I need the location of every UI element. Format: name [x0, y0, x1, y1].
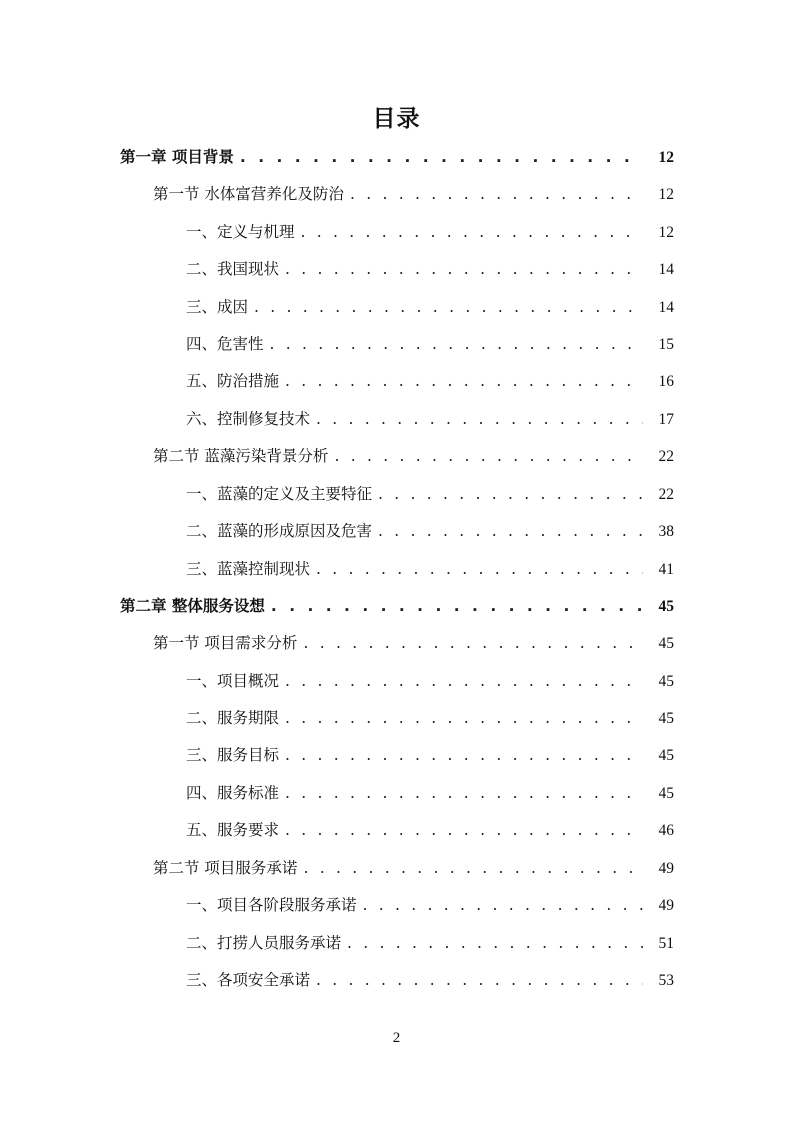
toc-entry-page: 53 — [658, 972, 674, 989]
toc-entry-label: 第二章 整体服务设想 — [120, 597, 265, 615]
toc-entry-chapter[interactable] — [120, 591, 674, 621]
toc-entry-page: 22 — [658, 486, 674, 503]
toc-entry-label: 四、服务标准 — [186, 784, 280, 802]
toc-entry-label: 第二节 蓝藻污染背景分析 — [153, 447, 329, 465]
toc-entry-section[interactable] — [153, 853, 674, 883]
toc-entry-label: 五、防治措施 — [186, 372, 280, 390]
toc-entry-item[interactable] — [186, 404, 674, 434]
toc-entry-page: 45 — [658, 747, 674, 764]
toc-entry-label: 六、控制修复技术 — [186, 410, 311, 428]
toc-entry-item[interactable] — [186, 740, 674, 770]
toc-entry-page: 45 — [658, 710, 674, 727]
toc-entry-label: 第一节 项目需求分析 — [153, 634, 298, 652]
toc-entry-section[interactable] — [153, 441, 674, 471]
toc-entry-label: 四、危害性 — [186, 335, 264, 353]
dot-leader — [285, 366, 643, 396]
toc-entry-item[interactable] — [186, 329, 674, 359]
toc-entry-item[interactable] — [186, 254, 674, 284]
dot-leader — [334, 441, 643, 471]
dot-leader — [240, 142, 643, 172]
dot-leader — [285, 254, 643, 284]
toc-entry-item[interactable] — [186, 479, 674, 509]
dot-leader — [285, 815, 643, 845]
toc-entry-page: 45 — [658, 673, 674, 690]
dot-leader — [350, 179, 643, 209]
toc-entry-item[interactable] — [186, 890, 674, 920]
toc-entry-page: 22 — [658, 448, 674, 465]
toc-entry-page: 17 — [658, 411, 674, 428]
dot-leader — [378, 479, 643, 509]
dot-leader — [285, 703, 643, 733]
toc-entry-label: 第一章 项目背景 — [120, 148, 234, 166]
toc-entry-label: 一、定义与机理 — [186, 223, 295, 241]
toc-entry-page: 41 — [658, 561, 674, 578]
toc-entry-label: 二、我国现状 — [186, 260, 280, 278]
toc-entry-page: 49 — [658, 860, 674, 877]
dot-leader — [285, 778, 643, 808]
toc-entry-label: 三、蓝藻控制现状 — [186, 560, 311, 578]
toc-entry-page: 38 — [658, 523, 674, 540]
toc-entry-page: 45 — [658, 598, 674, 615]
toc-entry-label: 三、服务目标 — [186, 746, 280, 764]
toc-entry-item[interactable] — [186, 965, 674, 995]
toc-entry-label: 二、蓝藻的形成原因及危害 — [186, 522, 373, 540]
dot-leader — [303, 628, 643, 658]
toc-entry-label: 一、项目概况 — [186, 672, 280, 690]
toc-entry-page: 12 — [658, 186, 674, 203]
toc-entry-label: 五、服务要求 — [186, 821, 280, 839]
dot-leader — [301, 217, 643, 247]
toc-entry-label: 二、打捞人员服务承诺 — [186, 934, 342, 952]
toc-entry-page: 46 — [658, 822, 674, 839]
dot-leader — [347, 928, 643, 958]
toc-entry-item[interactable] — [186, 516, 674, 546]
toc-title: 目录 — [372, 106, 421, 132]
toc-entry-label: 三、成因 — [186, 298, 249, 316]
toc-entry-item[interactable] — [186, 292, 674, 322]
toc-entry-section[interactable] — [153, 179, 674, 209]
dot-leader — [378, 516, 643, 546]
toc-entry-label: 一、蓝藻的定义及主要特征 — [186, 485, 373, 503]
dot-leader — [316, 965, 643, 995]
toc-entry-page: 51 — [658, 935, 674, 952]
toc-entry-item[interactable] — [186, 366, 674, 396]
toc-entry-item[interactable] — [186, 815, 674, 845]
dot-leader — [285, 666, 643, 696]
toc-entry-page: 49 — [658, 897, 674, 914]
dot-leader — [271, 591, 643, 621]
dot-leader — [316, 404, 643, 434]
toc-entry-label: 第一节 水体富营养化及防治 — [153, 185, 344, 203]
toc-entry-item[interactable] — [186, 217, 674, 247]
toc-entry-page: 12 — [658, 149, 674, 166]
toc-entry-page: 15 — [658, 336, 674, 353]
toc-entry-label: 第二节 项目服务承诺 — [153, 859, 298, 877]
dot-leader — [254, 292, 643, 322]
toc-entry-item[interactable] — [186, 554, 674, 584]
dot-leader — [303, 853, 643, 883]
toc-entry-item[interactable] — [186, 703, 674, 733]
toc-entry-page: 45 — [658, 785, 674, 802]
page-number: 2 — [392, 1030, 401, 1046]
toc-entry-item[interactable] — [186, 928, 674, 958]
toc-entry-page: 16 — [658, 373, 674, 390]
toc-entry-page: 14 — [658, 261, 674, 278]
dot-leader — [270, 329, 643, 359]
dot-leader — [363, 890, 643, 920]
toc-entry-item[interactable] — [186, 666, 674, 696]
toc-entry-label: 三、各项安全承诺 — [186, 971, 311, 989]
dot-leader — [285, 740, 643, 770]
toc-entry-section[interactable] — [153, 628, 674, 658]
toc-entry-page: 45 — [658, 635, 674, 652]
toc-entry-chapter[interactable] — [120, 142, 674, 172]
dot-leader — [316, 554, 643, 584]
toc-entry-label: 一、项目各阶段服务承诺 — [186, 896, 357, 914]
toc-entry-page: 12 — [658, 224, 674, 241]
toc-entry-page: 14 — [658, 299, 674, 316]
toc-entry-item[interactable] — [186, 778, 674, 808]
toc-entry-label: 二、服务期限 — [186, 709, 280, 727]
